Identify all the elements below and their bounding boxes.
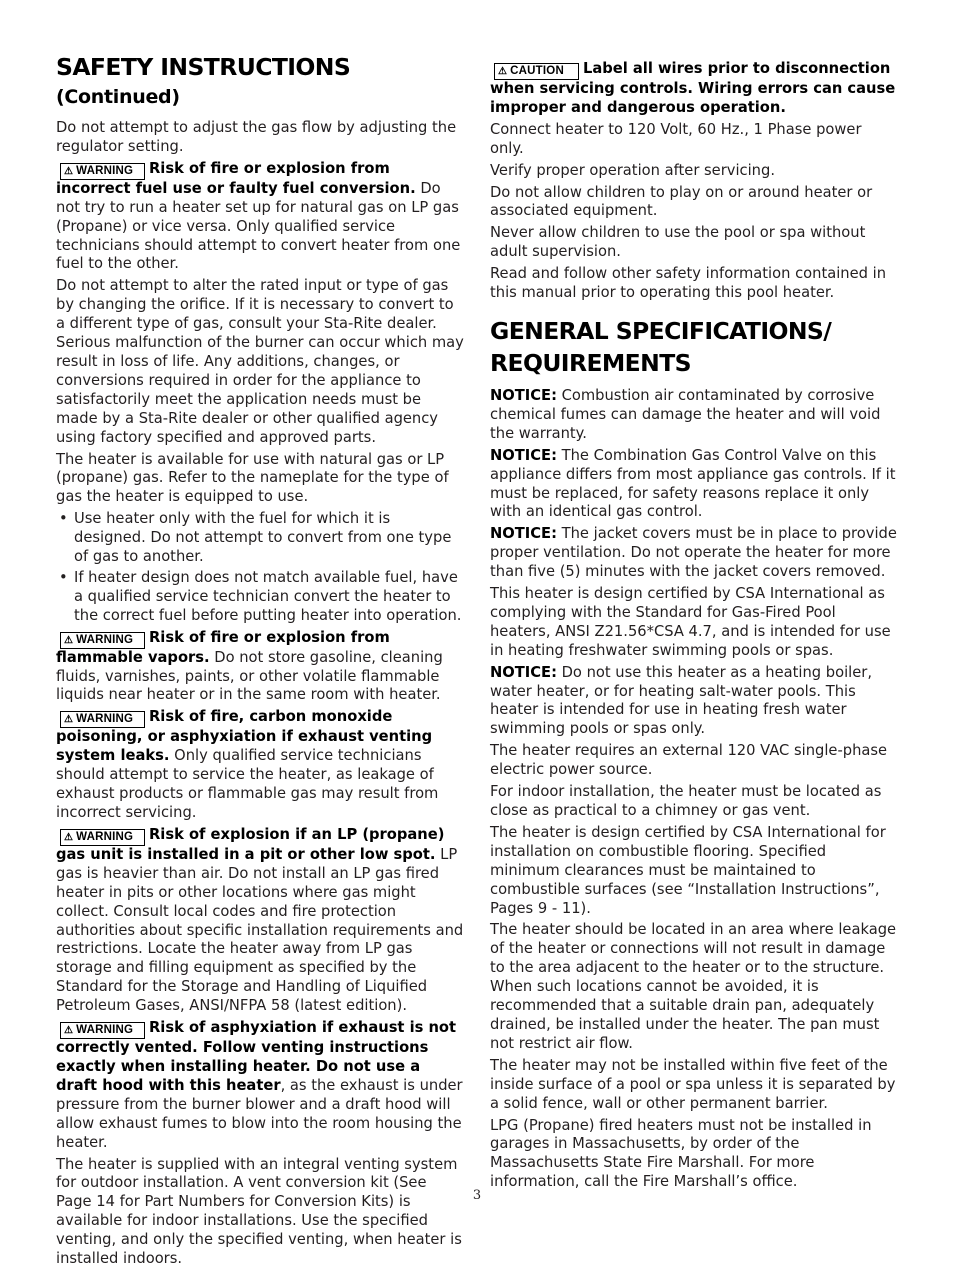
list-item: • Use heater only with the fuel for which it is designed. Do not attempt to convert from one type of gas to another. <box>59 510 452 566</box>
bullet-icon: • <box>59 510 68 528</box>
warning-badge: ⚠ WARNING <box>60 163 145 180</box>
list-item: • If heater design does not match available fuel, have a qualified service technician convert the heater to the correct fuel before putting heater into operation. <box>59 568 462 624</box>
children-play-paragraph: Do not allow children to play on or around heater or associated equipment. <box>490 183 873 220</box>
notice-label: NOTICE: <box>490 525 557 543</box>
general-specifications-heading: GENERAL SPECIFICATIONS/ REQUIREMENTS <box>490 316 832 377</box>
notice-label: NOTICE: <box>490 386 557 404</box>
warning-triangle-icon: ⚠ <box>498 66 508 77</box>
page-number: 3 <box>472 1188 482 1203</box>
notice-label: NOTICE: <box>490 446 557 464</box>
warning-title: Risk of fire or explosion from flammable vapors. <box>56 628 390 666</box>
heading-main: SAFETY INSTRUCTIONS <box>56 53 351 81</box>
rated-input-paragraph: Do not attempt to alter the rated input or type of gas by changing the orifice. If it is necessary to convert to a different type of gas, consult your Sta-Rite dealer. Serious malfunction of the burner can occur which may result in loss of life. Any additions, changes, or conversions required in order for the appliance to satisfactorily meet the application needs must be made by a Sta-Rite dealer or other qualified agency using factory specified and approved parts. <box>56 277 464 446</box>
venting-system-paragraph: The heater is supplied with an integral venting system for outdoor installation. A vent conversion kit (See Page 14 for Part Numbers for Conversion Kits) is available for indoor installations. Use the specified venting, and only the specified venting, when heater is installed indoors. <box>56 1155 462 1268</box>
combustible-flooring-paragraph: The heater is design certified by CSA International for installation on combustible flooring. Specified minimum clearances must be maintained to combustible surfaces (see “Installation Instructions”, Pages 9 - 11). <box>490 823 886 917</box>
notice-gas-control: NOTICE: The Combination Gas Control Valve on this appliance differs from most appliance gas controls. If it must be replaced, for safety reasons replace it only with an identical gas control. <box>490 446 896 521</box>
read-follow-paragraph: Read and follow other safety information contained in this manual prior to operating this pool heater. <box>490 265 887 302</box>
warning-badge: ⚠ WARNING <box>60 711 145 728</box>
right-column <box>490 60 898 1195</box>
warning-triangle-icon: ⚠ <box>64 714 74 726</box>
warning-badge: ⚠ WARNING <box>60 632 145 649</box>
location-leakage-paragraph: The heater should be located in an area where leakage of the heater or connections will not result in damage to the area adjacent to the heater or to the structure. When such locations cannot be avoided, it is recommended that a suitable drain pan, adequately drained, be installed under the heater. The pan must not restrict air flow. <box>490 921 897 1052</box>
warning-flammable-vapors <box>56 629 464 706</box>
notice-label: NOTICE: <box>490 663 557 681</box>
caution-badge: ⚠ CAUTION <box>494 63 579 80</box>
warning-lp-low-spot <box>56 826 464 1016</box>
warning-title: Risk of asphyxiation if exhaust is not correctly vented. Follow venting instructions exactly when installing heater. Do not use a draft hood with this heater <box>56 1019 457 1094</box>
warning-fuel-conversion <box>56 160 464 275</box>
heading-continued: (Continued) <box>56 86 180 108</box>
bullet-icon: • <box>59 568 68 586</box>
warning-triangle-icon: ⚠ <box>64 165 74 177</box>
caution-text: Label all wires prior to disconnection when servicing controls. Wiring errors can cause improper and dangerous operation. <box>490 60 896 116</box>
warning-triangle-icon: ⚠ <box>64 831 74 843</box>
children-supervision-paragraph: Never allow children to use the pool or spa without adult supervision. <box>490 224 866 261</box>
warning-triangle-icon: ⚠ <box>64 1025 74 1037</box>
safety-instructions-heading <box>56 53 464 111</box>
pool-distance-paragraph: The heater may not be installed within five feet of the inside surface of a pool or spa unless it is separated by a solid fence, wall or other permanent barrier. <box>490 1056 896 1112</box>
massachusetts-paragraph: LPG (Propane) fired heaters must not be installed in garages in Massachusetts, by order of the Massachusetts State Fire Marshall. For more information, call the Fire Marshall’s office. <box>490 1116 872 1191</box>
fuel-bullet-list <box>56 510 464 625</box>
warning-body: Do not try to run a heater set up for natural gas on LP gas (Propane) or vice versa. Only qualified service technicians should attempt to convert heater from one fuel to the other. <box>56 179 461 273</box>
warning-badge: ⚠ WARNING <box>60 1022 145 1039</box>
notice-jacket-covers: NOTICE: The jacket covers must be in place to provide proper ventilation. Do not operate the heater for more than five (5) minutes with the jacket covers removed. <box>490 525 897 581</box>
warning-title: Risk of explosion if an LP (propane) gas unit is installed in a pit or other low spot. <box>56 825 445 863</box>
warning-exhaust-leak <box>56 708 464 823</box>
caution-label-wires <box>490 60 898 118</box>
power-source-paragraph: The heater requires an external 120 VAC single-phase electric power source. <box>490 742 888 779</box>
warning-body: , as the exhaust is under pressure from the burner blower and a draft hood will allow exhaust fumes to blow into the room housing the heater. <box>56 1076 463 1151</box>
gas-flow-paragraph: Do not attempt to adjust the gas flow by adjusting the regulator setting. <box>56 119 457 155</box>
notice-combustion-air: NOTICE: Combustion air contaminated by corrosive chemical fumes can damage the heater and will void the warranty. <box>490 386 881 442</box>
warning-triangle-icon: ⚠ <box>64 634 74 646</box>
indoor-installation-paragraph: For indoor installation, the heater must be located as close as practical to a chimney or gas vent. <box>490 783 882 819</box>
warning-title: Risk of fire, carbon monoxide poisoning, or asphyxiation if exhaust venting system leaks. <box>56 708 433 765</box>
gas-type-paragraph: The heater is available for use with natural gas or LP (propane) gas. Refer to the nameplate for the type of gas the heater is equipped to use. <box>56 450 449 506</box>
verify-paragraph: Verify proper operation after servicing. <box>490 161 775 179</box>
warning-body: Only qualified service technicians should attempt to service the heater, as leakage of exhaust products or flammable gas may result from incorrect servicing. <box>56 747 439 821</box>
warning-body: Do not store gasoline, cleaning fluids, varnishes, paints, or other volatile flammable liquids near heater or in the same room with heater. <box>56 648 443 704</box>
warning-title: Risk of fire or explosion from incorrect fuel use or faulty fuel conversion. <box>56 159 416 197</box>
warning-asphyxiation-venting <box>56 1019 464 1152</box>
notice-not-boiler: NOTICE: Do not use this heater as a heating boiler, water heater, or for heating salt-water pools. This heater is intended for use in heating fresh water swimming pools or spas only. <box>490 663 872 738</box>
warning-body: LP gas is heavier than air. Do not install an LP gas fired heater in pits or other locations where gas might collect. Consult local codes and fire protection authorities about specific installation requirements and restrictions. Locate the heater away from LP gas storage and filling equipment as specified by the Standard for the Storage and Handling of Liquified Petroleum Gases, ANSI/NFPA 58 (latest edition). <box>56 845 464 1015</box>
power-paragraph: Connect heater to 120 Volt, 60 Hz., 1 Phase power only. <box>490 120 862 157</box>
csa-certification-paragraph: This heater is design certified by CSA International as complying with the Standard for Gas-Fired Pool heaters, ANSI Z21.56*CSA 4.7, and is intended for use in heating freshwater swimming pools or spas. <box>490 585 891 659</box>
warning-badge: ⚠ WARNING <box>60 829 145 846</box>
left-column <box>56 53 464 1272</box>
